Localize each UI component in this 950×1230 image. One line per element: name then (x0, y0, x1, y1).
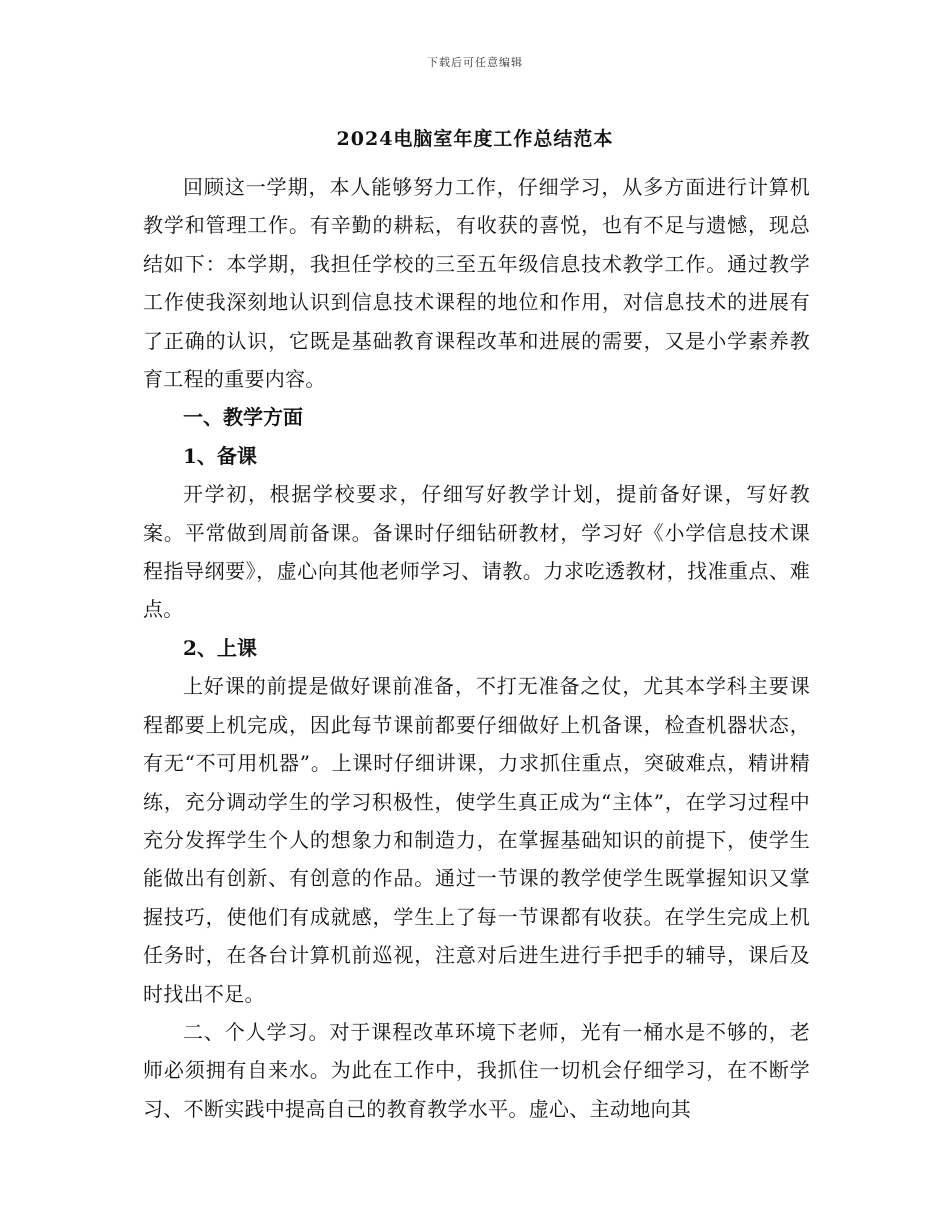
page-header: 下载后可任意编辑 (427, 56, 523, 69)
document-title: 2024电脑室年度工作总结范本 (336, 128, 614, 150)
paragraph-personal-study: 二、个人学习。对于课程改革环境下老师，光有一桶水是不够的，老师必须拥有自来水。为此在工作中，我抓住一切机会仔细学习，在不断学习、不断实践中提高自己的教育教学水平。虚心、主动地向其 (143, 1019, 810, 1121)
section-heading-teaching: 一、教学方面 (183, 405, 303, 430)
paragraph-teaching-class: 上好课的前提是做好课前准备，不打无准备之仗，尤其本学科主要课程都要上机完成，因此每节课前都要仔细做好上机备课，检查机器状态，有无“不可用机器”。上课时仔细讲课，力求抓住重点，突破难点，精讲精练，充分调动学生的学习积极性，使学生真正成为“主体”，在学习过程中充分发挥学生个人的想象力和制造力，在掌握基础知识的前提下，使学生能做出有创新、有创意的作品。通过一节课的教学使学生既掌握知识又掌握技巧，使他们有成就感，学生上了每一节课都有收获。在学生完成上机任务时，在各台计算机前巡视，注意对后进生进行手把手的辅导，课后及时找出不足。 (143, 674, 810, 1006)
paragraph-lesson-prep: 开学初，根据学校要求，仔细写好教学计划，提前备好课，写好教案。平常做到周前备课。备课时仔细钻研教材，学习好《小学信息技术课程指导纲要》，虚心向其他老师学习、请教。力求吃透教材，找准重点、难点。 (143, 482, 810, 622)
subheading-lesson-prep: 1、备课 (183, 443, 257, 468)
paragraph-intro: 回顾这一学期，本人能够努力工作，仔细学习，从多方面进行计算机教学和管理工作。有辛勤的耕耘，有收获的喜悦，也有不足与遗憾，现总结如下：本学期，我担任学校的三至五年级信息技术教学工作。通过教学工作使我深刻地认识到信息技术课程的地位和作用，对信息技术的进展有了正确的认识，它既是基础教育课程改革和进展的需要，又是小学素养教育工程的重要内容。 (143, 175, 810, 392)
document-body (143, 168, 810, 1128)
subheading-teaching-class: 2、上课 (183, 635, 257, 660)
